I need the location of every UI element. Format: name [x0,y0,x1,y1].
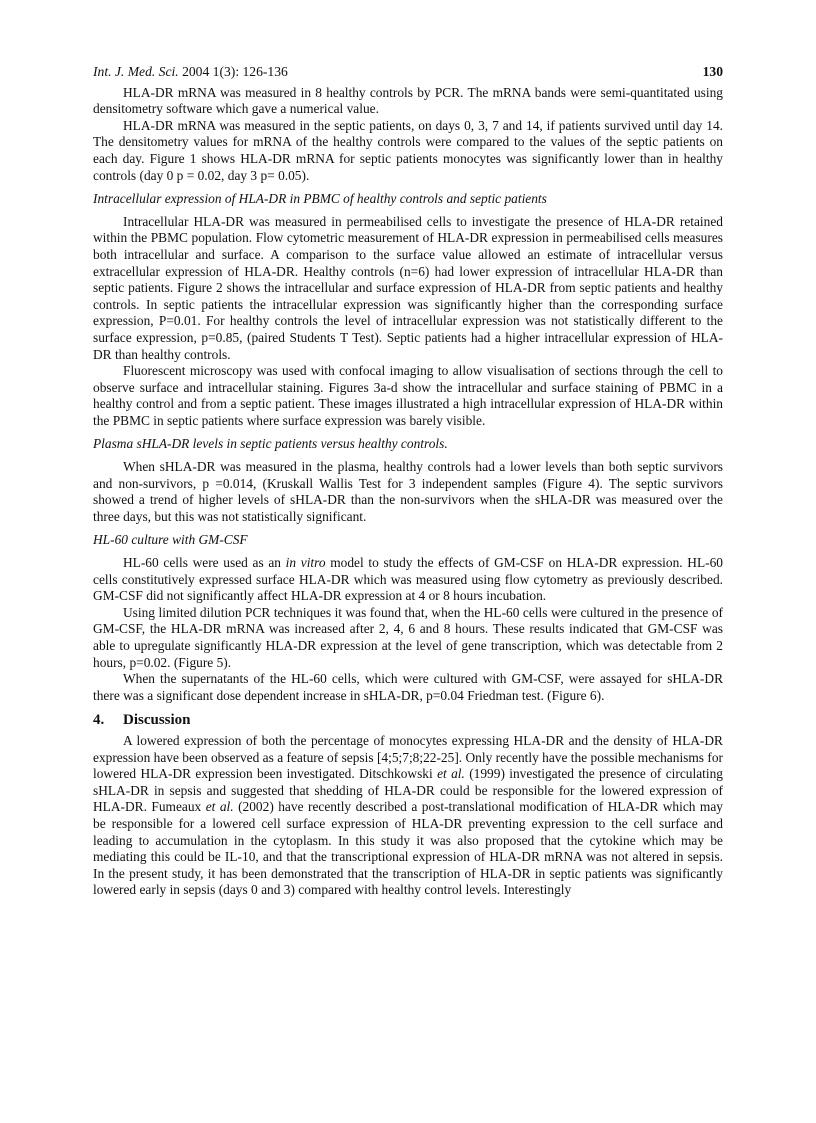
document-page [93,64,723,899]
paragraph: HLA-DR mRNA was measured in 8 healthy controls by PCR. The mRNA bands were semi-quantitated using densitometry software which gave a numerical value. [93,84,723,117]
paragraph: When sHLA-DR was measured in the plasma, healthy controls had a lower levels than both septic survivors and non-survivors, p =0.014, (Kruskall Wallis Test for 3 independent samples (Figure 4). The septic survivors showed a trend of higher levels of sHLA-DR than the non-survivors when the sHLA-DR was measured over the three days, but this was not statistically significant. [93,459,723,524]
section-title: Discussion [123,712,191,729]
paragraph: HLA-DR mRNA was measured in the septic patients, on days 0, 3, 7 and 14, if patients survived until day 14. The densitometry values for mRNA of the healthy controls were compared to the values of the septic patients on each day. Figure 1 shows HLA-DR mRNA for septic patients monocytes was significantly lower than in healthy controls (day 0 p = 0.02, day 3 p= 0.05). [93,117,723,183]
journal-citation: Int. J. Med. Sci. 2004 1(3): 126-136 [93,64,288,79]
paragraph: Fluorescent microscopy was used with confocal imaging to allow visualisation of sections through the cell to observe surface and intracellular staining. Figures 3a-d show the intracellular and surface staining of PBMC in a healthy control and from a septic patient. These images illustrated a high intracellular expression of HLA-DR within the PBMC in septic patients where surface expression was barely visible. [93,363,723,428]
paragraph: Using limited dilution PCR techniques it was found that, when the HL-60 cells were cultured in the presence of GM-CSF, the HLA-DR mRNA was increased after 2, 4, 6 and 8 hours. These results indicated that GM-CSF was able to upregulate significantly HLA-DR expression at the level of gene transcription, which was detectable from 2 hours, p=0.02. (Figure 5). [93,604,723,670]
paragraph: HL-60 cells were used as an in vitro model to study the effects of GM-CSF on HLA-DR expression. HL-60 cells constitutively expressed surface HLA-DR which was measured using flow cytometry as previously described. GM-CSF did not significantly affect HLA-DR expression at 4 or 8 hours incubation. [93,555,723,604]
subsection-heading: HL-60 culture with GM-CSF [93,532,248,548]
subsection-heading: Intracellular expression of HLA-DR in PBMC of healthy controls and septic patients [93,191,547,207]
section-heading [93,712,723,729]
subsection-heading: Plasma sHLA-DR levels in septic patients versus healthy controls. [93,436,448,452]
paragraph: Intracellular HLA-DR was measured in permeabilised cells to investigate the presence of HLA-DR retained within the PBMC population. Flow cytometric measurement of HLA-DR expression in permeabilised cells measures both intracellular and surface. A comparison to the surface value allowed an estimate of intracellular versus extracellular expression of HLA-DR. Healthy controls (n=6) had lower expression of intracellular HLA-DR than septic patients. Figure 2 shows the intracellular and surface expression of HLA-DR from septic patients and healthy controls. In septic patients the intracellular expression was significantly higher than the corresponding surface expression, P=0.01. For healthy controls the level of intracellular expression was not statistically different to the surface expression, p=0.85, (paired Students T Test). Septic patients had a higher intracellular expression of HLA-DR than healthy controls. [93,213,723,362]
running-header [93,64,723,81]
page-number: 130 [702,64,723,79]
paragraph: A lowered expression of both the percentage of monocytes expressing HLA-DR and the density of HLA-DR expression have been observed as a feature of sepsis [4;5;7;8;22-25]. Only recently have the possible mechanisms for lowered HLA-DR expression been investigated. Ditschkowski et al. (1999) investigated the presence of circulating sHLA-DR in sepsis and suggested that shedding of HLA-DR could be responsible for the lowered expression of HLA-DR. Fumeaux et al. (2002) have recently described a post-translational modification of HLA-DR which may be responsible for a lowered cell surface expression of HLA-DR preventing expression to the cell surface and leading to accumulation in the cytoplasm. In this study it was also proposed that the cytokine which may be mediating this could be IL-10, and that the transcriptional expression of HLA-DR mRNA was not altered in sepsis. In the present study, it has been demonstrated that the transcription of HLA-DR in septic patients was significantly lowered early in sepsis (days 0 and 3) compared with healthy control levels. Interestingly [93,732,723,898]
section-number: 4. [93,712,105,729]
paragraph: When the supernatants of the HL-60 cells, which were cultured with GM-CSF, were assayed for sHLA-DR there was a significant dose dependent increase in sHLA-DR, p=0.04 Friedman test. (Figure 6). [93,671,723,703]
